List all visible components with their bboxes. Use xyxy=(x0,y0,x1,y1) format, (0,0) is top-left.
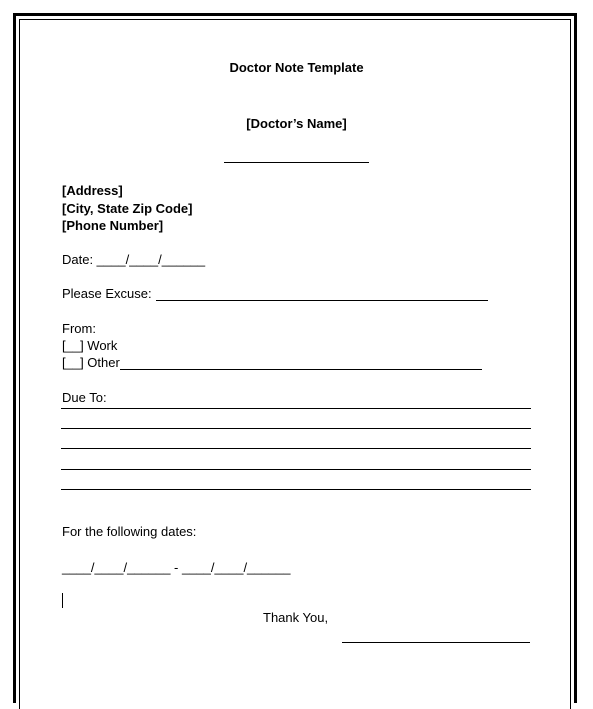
closing-text: Thank You, xyxy=(263,610,329,625)
phone-number-line: [Phone Number] xyxy=(62,218,164,233)
from-label: From: xyxy=(62,321,96,336)
other-checkbox[interactable]: [__] Other xyxy=(62,355,120,370)
due-to-line[interactable] xyxy=(61,448,531,449)
doctor-name: [Doctor’s Name] xyxy=(246,116,347,131)
due-to-line[interactable] xyxy=(61,408,531,409)
text-cursor xyxy=(62,593,63,608)
date-range-field[interactable]: ____/____/______ - ____/____/______ xyxy=(62,560,291,575)
please-excuse-label: Please Excuse: xyxy=(62,286,156,301)
city-state-zip-line: [City, State Zip Code] xyxy=(62,201,193,216)
due-to-line[interactable] xyxy=(61,489,531,490)
date-field[interactable]: Date: ____/____/______ xyxy=(62,252,206,267)
doctor-signature-line xyxy=(224,162,369,163)
due-to-line[interactable] xyxy=(61,428,531,429)
due-to-label: Due To: xyxy=(62,390,107,405)
work-checkbox[interactable]: [__] Work xyxy=(62,338,118,353)
document-title: Doctor Note Template xyxy=(229,60,364,75)
please-excuse-line[interactable] xyxy=(156,300,488,301)
other-reason-line[interactable] xyxy=(120,369,482,370)
following-dates-label: For the following dates: xyxy=(62,524,197,539)
address-line: [Address] xyxy=(62,183,123,198)
signature-line[interactable] xyxy=(342,642,530,643)
due-to-line[interactable] xyxy=(61,469,531,470)
